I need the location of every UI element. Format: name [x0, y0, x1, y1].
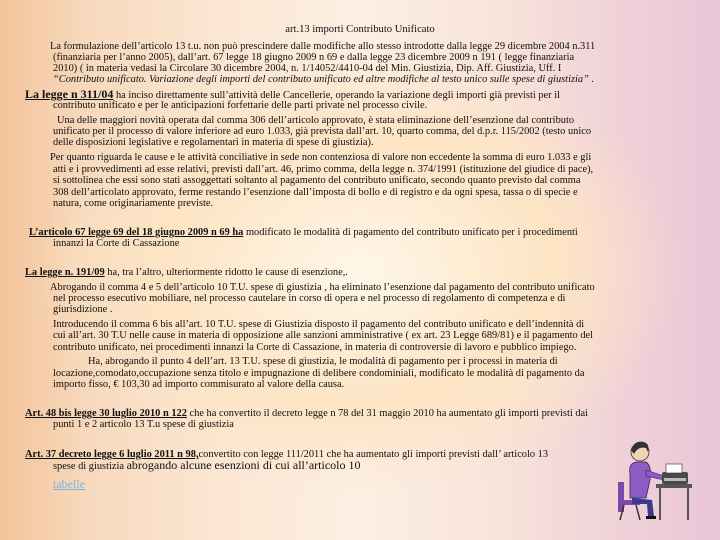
text-line: punti 1 e 2 articolo 13 T.u spese di giustizia [53, 419, 234, 430]
text-line: natura, come originariamente previste. [53, 198, 214, 209]
text-line: Abrogando il comma 4 e 5 dell’articolo 10 T.U. spese di giustizia , ha eliminato l’esenzione dal pagamento del contributo unificato [50, 282, 595, 293]
text-line: La formulazione dell’articolo 13 t.u. non può prescindere dalle modifiche allo stesso introdotte dalla legge 29 dicembre 2004 n.311 [50, 41, 596, 52]
law-reference: Art. 48 bis legge 30 luglio 2010 n 122 [25, 408, 187, 419]
text-line: Ha, abrogando il punto 4 dell’art. 13 T.U. spese di giustizia, le modalità di pagamento per i processi in materia di [88, 356, 558, 367]
text-line: Art. 37 decreto legge 6 luglio 2011 n 98,convertito con legge 111/2011 che ha aumentato gli importi previsti dall’ articolo 13 [25, 449, 549, 460]
law-reference: L’articolo 67 legge 69 del 18 giugno 2009 n 69 ha [29, 227, 244, 238]
text-line: 2010) ( in materia vedasi la Circolare 30 dicembre 2004, n. 1/14052/4410-04 del Min. Giustizia, Dip. Aff. Giustizia, Uff. I [53, 63, 562, 74]
typist-clipart-icon [612, 434, 694, 522]
text-line: giurisdizione . [53, 304, 113, 315]
text-line: importo fisso, € 103,30 ad importo commisurato al valore della causa. [53, 379, 345, 390]
text-line: contributo unificato e per le anticipazioni forfettarie delle parti private nel processo civile. [53, 100, 428, 111]
text-line: “Contributo unificato. Variazione degli importi del contributo unificato ed altre modifiche al testo unico sulle spese di giustizia” . [53, 74, 595, 85]
text-line: atti e i provvedimenti ad esse relativi, previsti dall’art. 46, primo comma, della legge n. 374/1991 (istituzione del giudice di pace), [53, 164, 594, 175]
law-reference: La legge n. 191/09 [25, 267, 105, 278]
text-line: innanzi la Corte di Cassazione [53, 238, 180, 249]
text-line: contributo unificato, nei procedimenti innanzi la Corte di Cassazione, in materia di controversie di lavoro e pubblico impiego. [53, 342, 577, 353]
text-line: La legge n 311/04 ha inciso direttamente sull’attività delle Cancellerie, operando la variazione degli importi già previsti per il [25, 87, 560, 101]
text-line: Per quanto riguarda le cause e le attività conciliative in sede non contenziosa di valore non eccedente la somma di euro 1.033 e gli [50, 152, 592, 163]
law-reference: La legge n 311/04 [25, 87, 114, 101]
slide-title: art.13 importi Contributo Unificato [285, 24, 435, 35]
text-line: Introducendo il comma 6 bis all’art. 10 T.U. spese di Giustizia disposto il pagamento del contributo unificato e dell’indennità di [53, 319, 585, 330]
text-line: nel processo esecutivo mobiliare, nel processo cautelare in corso di opera e nel processo di regolamento di competenza e di [53, 293, 566, 304]
text-line: delle disposizioni legislative e regolamentari in materia di spese di giustizia). [53, 137, 374, 148]
text-line: spese di giustizia abrogando alcune esenzioni di cui all’articolo 10 [53, 458, 361, 472]
text-line: si sottolinea che essi sono stati assoggettati soltanto al pagamento del contributo unificato, secondo quanto previsto dal comma [53, 175, 581, 186]
text-line: locazione,comodato,occupazione senza titolo e impugnazione di delibere condominiali, modificato le modalità di pagamento da [53, 368, 585, 379]
text-line: 308 dell’articolato approvato, ferme restando l’esenzione dall’imposta di bollo e di registro e da ogni spesa, tassa o di specie e [53, 187, 578, 198]
text-line: Art. 48 bis legge 30 luglio 2010 n 122 che ha convertito il decreto legge n 78 del 31 maggio 2010 ha aumentato gli importi previsti dai [25, 408, 589, 419]
text-line: Una delle maggiori novità operata dal comma 306 dell’articolo approvato, è stata eliminazione dell’esenzione dal contributo [57, 115, 575, 126]
tabelle-link[interactable]: tabelle [53, 477, 85, 491]
text-line: L’articolo 67 legge 69 del 18 giugno 2009 n 69 ha modificato le modalità di pagamento del contributo unificato per i procedimenti [29, 227, 578, 238]
law-reference: Art. 37 decreto legge 6 luglio 2011 n 98, [25, 449, 199, 460]
text-line: unificato per il processo di valore inferiore ad euro 1.033, già prevista dall’art. 10, quarto comma, del d.p.r. 115/2002 (testo unico [53, 126, 592, 137]
text-line: (finanziaria per l’anno 2005), dall’art. 67 legge 18 giugno 2009 n 69 e dalla legge 23 dicembre 2009 n 191 ( legge finanziaria [53, 52, 575, 63]
text-line: La legge n. 191/09 ha, tra l’altro, ulteriormente ridotto le cause di esenzione,. [25, 267, 348, 278]
text-line: cui all’art. 30 T.U nelle cause in materia di opposizione alle sanzioni amministrative ( ex art. 23 Legge 689/81) e il pagamento del [53, 330, 594, 341]
